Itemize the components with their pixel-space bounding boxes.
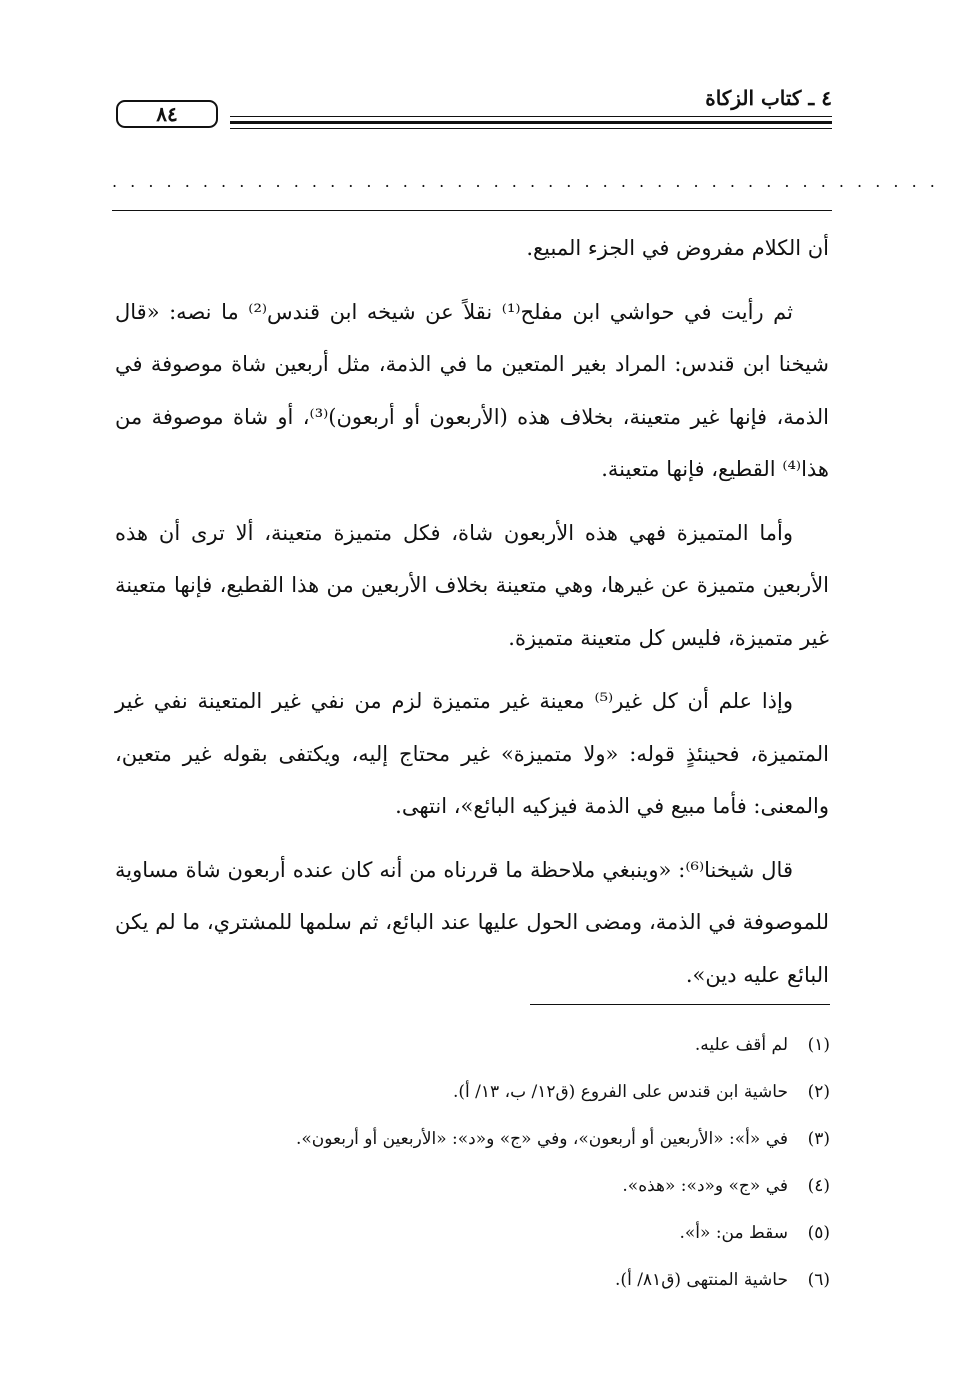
footnote-number: (٦) (807, 1270, 830, 1290)
header-rules (112, 116, 832, 128)
main-text (115, 222, 829, 1012)
chapter-title: ٤ ـ كتاب الزكاة (705, 86, 832, 110)
page-header (112, 80, 832, 142)
footnote-number: (٤) (807, 1176, 830, 1196)
paragraph: ثم رأيت في حواشي ابن مفلح⁽¹⁾ نقلاً عن شيخه ابن قندس⁽²⁾ ما نصه: «قال شيخنا ابن قندس: المراد بغير المتعين ما في الذمة، مثل أربعين شاة موصوفة في الذمة، فإنها غير متعينة، بخلاف هذه (الأربعون أو أربعون)⁽³⁾، أو شاة موصوفة من هذا⁽⁴⁾ القطيع، فإنها متعينة. (115, 299, 830, 481)
dotted-separator: . . . . . . . . . . . . . . . . . . . . . . . . . . . . . . . . . . . . . . . . . . . . . . (112, 172, 939, 191)
footnote-number: (٥) (807, 1223, 830, 1243)
footnote-separator (530, 1004, 830, 1005)
paragraph: أن الكلام مفروض في الجزء المبيع. (526, 236, 829, 260)
paragraph: وإذا علم أن كل غير⁽⁵⁾ معينة غير متميزة لزم من نفي غير المتعينة نفي غير المتميزة، فحينئذٍ قوله: «ولا متميزة» غير محتاج إليه، ويكتفى بقوله غير متعين، والمعنى: فأما مبيع في الذمة فيزكيه البائع»، انتهى. (115, 689, 829, 818)
footnote-item (160, 1022, 830, 1069)
footnote-item (160, 1069, 830, 1116)
footnote-text: في «ج» و«د»: «هذه». (622, 1176, 788, 1196)
content-top-rule (112, 210, 832, 211)
paragraph: وأما المتميزة فهي هذه الأربعون شاة، فكل متميزة متعينة، ألا ترى أن هذه الأربعين متميزة عن غيرها، وهي متعينة بخلاف الأربعين من هذا القطيع، فإنها متعينة غير متميزة، فليس كل متعينة متميزة. (115, 520, 829, 650)
footnote-item (160, 1210, 830, 1257)
paragraph: قال شيخنا⁽⁶⁾: «وينبغي ملاحظة ما قررناه من أنه كان عنده أربعون شاة مساوية للموصوفة في الذمة، ومضى الحول عليها عند البائع، ثم سلمها للمشتري، ما لم يكن البائع عليه دين». (115, 857, 829, 987)
header-rule-middle (230, 121, 832, 124)
footnote-text: لم أقف عليه. (694, 1035, 788, 1055)
footnote-item (160, 1163, 830, 1210)
footnote-text: سقط من: «أ». (679, 1223, 788, 1243)
footnote-text: حاشية ابن قندس على الفروع (ق١٢/ ب، ١٣/ أ). (453, 1082, 788, 1102)
header-rule-top (230, 116, 832, 117)
footnote-number: (٣) (807, 1129, 830, 1149)
footnote-text: في «أ»: «الأربعين أو أربعون»، وفي «ج» و«د»: «الأربعين أو أربعون». (295, 1129, 788, 1149)
footnote-text: حاشية المنتهى (ق٨١/ أ). (615, 1270, 788, 1290)
footnote-item (160, 1257, 830, 1304)
header-rule-bottom (230, 128, 832, 129)
footnote-item (160, 1116, 830, 1163)
footnote-number: (١) (807, 1035, 830, 1055)
footnotes (160, 1022, 830, 1304)
footnote-number: (٢) (807, 1082, 830, 1102)
page-number: ٨٤ (116, 100, 218, 128)
